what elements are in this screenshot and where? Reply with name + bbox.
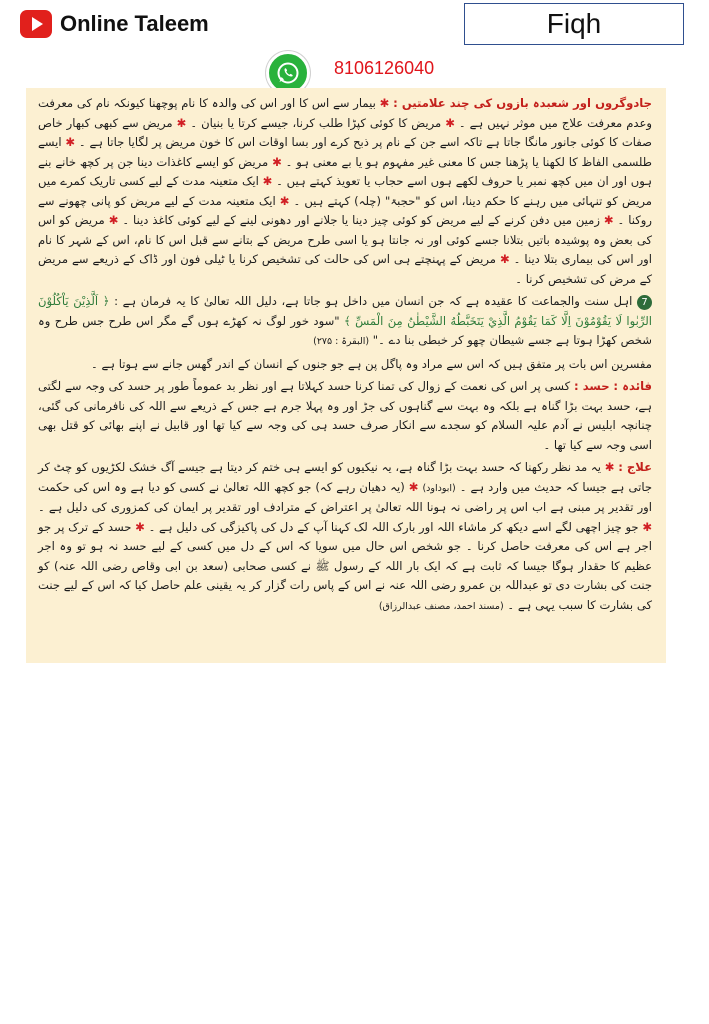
paragraph-exegetes (38, 355, 652, 375)
paragraph-belief (38, 292, 652, 352)
sentence: ایک متعینہ مدت کے لیے کسی تاریک کمرے میں مریض کو تنہائی میں رہنے کا حکم دینا، اس کو "حجبۃ" (چلہ) کہتے ہیں ۔ (38, 174, 652, 208)
brand-title: Online Taleem (60, 11, 209, 36)
exegetes-text: مفسرین اس بات پر متفق ہیں کہ اس سے مراد وہ پاگل پن ہے جو جنوں کے انسان کے اندر گھس جانے سے ہوتا ہے ۔ (90, 356, 652, 371)
urdu-text-page (26, 88, 666, 663)
whatsapp-phone-icon (275, 60, 301, 86)
star-bullet-icon: ✱ (499, 252, 510, 266)
star-bullet-icon: ✱ (604, 460, 615, 474)
star-bullet-icon: ✱ (262, 174, 273, 188)
belief-text: اہل سنت والجماعت کا عقیدہ ہے کہ جن انسان میں داخل ہو جاتا ہے، دلیل اللہ تعالیٰ کا یہ فرمان ہے : (114, 294, 633, 308)
star-bullet-icon: ✱ (445, 115, 455, 130)
star-bullet-icon: ✱ (108, 213, 119, 227)
phone-number[interactable]: 8106126040 (334, 58, 435, 78)
sentence: زمین میں دفن کرنے کے لیے مریض کو کوئی چیز دینا یا جلانے اور دھونی لینے کے لیے کوئی کاغذ دینا ۔ (122, 213, 600, 227)
star-bullet-icon: ✱ (272, 154, 282, 169)
star-bullet-icon: ✱ (603, 213, 614, 227)
verse-translation: "سود خور لوگ نہ کھڑے ہوں گے مگر اس طرح جس طرح وہ شخص کھڑا ہوتا ہے جسے شیطان چھو کر خبطی بنا دے ۔" (38, 313, 652, 347)
point-number-badge: 7 (637, 295, 652, 310)
subject-box (464, 3, 684, 45)
sentence: ایسے طلسمی الفاظ کا لکھنا یا پڑھنا جس کا معنی غیر مفہوم ہو یا بے معنی ہو ۔ (38, 135, 652, 169)
quran-verse: ﴿ اَلَّذِيْنَ يَاْكُلُوْنَ الرِّبٰوا لَا يَقُوْمُوْنَ اِلَّا كَمَا يَقُوْمُ الَّذِيْ يَتَخَبَّطُهُ الشَّيْطٰنُ مِنَ الْمَسِّ ﴾ (38, 294, 653, 328)
star-bullet-icon: ✱ (65, 135, 76, 149)
treatment-label: علاج : (618, 460, 653, 474)
star-bullet-icon: ✱ (642, 519, 653, 534)
paragraph-benefit (38, 377, 652, 455)
benefit-text: کسی پر اس کی نعمت کے زوال کی تمنا کرنا حسد کہلاتا ہے اور نظر بد عموماً طور پر حسد کی وجہ سے لگتی ہے، حسد بہت بڑا گناہ ہے بلکہ وہ بہت سے گناہوں کی جڑ اور وہ پہلا جرم ہے جس کے ذریعے سے اللہ کی نافرمانی کی گئی، چنانچہ ابلیس نے آدم علیہ السلام کو سجدے سے انکار صرف حسد ہی کی وجہ سے کیا تھا اور قابیل نے اپنے بھائی کو قتل بھی اسی وجہ سے کیا تھا ۔ (38, 379, 652, 452)
sentence: (یہ دھیان رہے کہ) جو کچھ اللہ تعالیٰ نے کسی کو دیا ہے وہ اس کی حکمت اور تقدیر پر مبنی ہے اب اس پر راضی نہ ہونا اللہ تعالیٰ پر اعتراض کے مترادف اور تقدیر پر ایمان کی کمزوری کی دلیل ہے ۔ (38, 479, 652, 514)
verse-reference: (البقرۃ : ۲۷۵) (313, 336, 370, 347)
section-heading: جادوگروں اور شعبدہ بازوں کی چند علامتیں : (393, 96, 653, 110)
sentence: بیمار سے اس کا اور اس کی والدہ کا نام پوچھنا کیونکہ نام کی معرفت وعدم معرفت علاج میں موثر نہیں ہے ۔ (38, 96, 652, 130)
sentence: حسد کے ترک پر جو اجر ہے اس کی معرفت حاصل کرنا ۔ جو شخص اس حال میں سویا کہ اس کے دل میں کسی کے لیے حسد نہ ہو تو وہ اجر عظیم کا حقدار ہوگا جیسا کہ ثابت ہے کہ ایک بار اللہ کے رسول ﷺ نے کسی صحابی (سعد بن ابی وقاص رضی اللہ عنہ) کو جنت کی بشارت دی تو عبداللہ بن عمرو رضی اللہ عنہ نے اس کے پاس رات گزار کر یہ یقینی علم حاصل کیا کہ اس کے لیے جنت کی بشارت کا سبب یہی ہے ۔ (38, 519, 652, 612)
sentence: ایک متعینہ مدت کے لیے مریض کو پانی چھونے سے روکنا ۔ (38, 193, 653, 227)
star-bullet-icon: ✱ (135, 519, 145, 534)
sentence: مریض سے کبھی کبھار خاص صفات کا کوئی جانور مانگا جاتا ہے تاکہ اسے جن کے نام پر ذبح کرے اور بسا اوقات اس کا خون مریض پر لگایا جاتا ہے ۔ (38, 115, 652, 149)
youtube-play-icon (20, 10, 52, 38)
hadith-reference: (ابوداود) (422, 482, 456, 494)
envy-label: حسد : (573, 379, 610, 393)
star-bullet-icon: ✱ (408, 479, 419, 494)
benefit-label: فائدہ : (613, 379, 653, 393)
paragraph-treatment (38, 458, 652, 616)
brand-header (20, 8, 209, 40)
sentence: مریض کو ایسے کاغذات دینا جن پر کچھ خانے بنے ہوں اور ان میں کچھ نمبر یا حروف لکھے ہوں اسے حجاب یا تعویذ کہتے ہیں ۔ (38, 154, 652, 188)
sentence: مریض کے پہنچتے ہی اس کی حالت کی تشخیص کرنا یا ٹیلی فون اور ڈاک کے ذریعے سے مریض کے مرض کی تشخیص کرنا ۔ (38, 252, 652, 286)
sentence: مریض کو اس کی بعض وہ پوشیدہ باتیں بتلانا جسے کوئی اور نہ جانتا ہو یا اسی طرح مریض کے بتانے سے قبل اس کا نام، اس کے شہر کا نام اور اس کی بیماری بتلا دینا ۔ (38, 213, 653, 266)
sentence: جو چیز اچھی لگے اسے دیکھ کر ماشاء اللہ اور بارک اللہ لک کہنا آپ کے دل کی پاکیزگی کی دلیل ہے ۔ (148, 519, 639, 534)
hadith-reference: (مسند احمد، مصنف عبدالرزاق) (378, 600, 504, 612)
paragraph-signs (38, 94, 652, 289)
sentence: یہ مد نظر رکھنا کہ حسد بہت بڑا گناہ ہے، یہ نیکیوں کو ایسے ہی ختم کر دیتا ہے جیسے آگ خشک لکڑیوں کو چٹ کر جاتی ہے جیسا کہ حدیث میں وارد ہے ۔ (38, 460, 653, 494)
star-bullet-icon: ✱ (279, 193, 290, 208)
subject-title: Fiqh (546, 8, 602, 39)
star-bullet-icon: ✱ (176, 115, 187, 130)
sentence: مریض کا کوئی کپڑا طلب کرنا، جیسے کرتا یا بنیان ۔ (190, 115, 442, 130)
star-bullet-icon: ✱ (379, 96, 390, 110)
